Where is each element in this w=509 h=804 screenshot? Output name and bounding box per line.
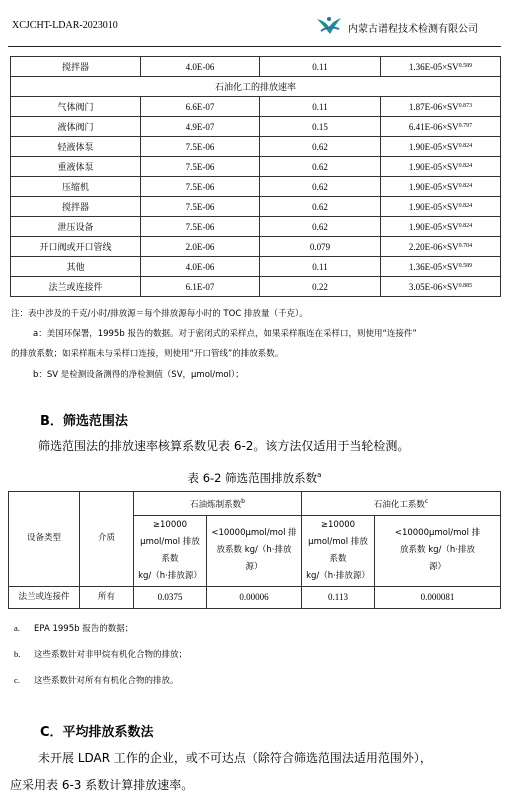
correlation-formula: $6.41E-06\times SV^{0.797}$ [381, 117, 501, 137]
company-logo [315, 15, 343, 37]
factor-low: 7.5E-06 [141, 217, 260, 237]
footnote-b: b. 这些系数针对非甲烷有机化合物的排放； [14, 649, 188, 660]
factor-high: 0.11 [260, 97, 381, 117]
factor-high: 0.11 [260, 57, 381, 77]
section-b-paragraph: 筛选范围法的排放速率核算系数见表 6-2。该方法仅适用于当轮检测。 [38, 439, 410, 453]
col-lt-petrochemical: <10000μmol/mol 排 放系数 kg/（h·排放 源） [375, 515, 501, 586]
section-b-heading: B．筛选范围法 [40, 414, 128, 429]
factor-high: 0.15 [260, 117, 381, 137]
table-row [11, 97, 501, 117]
table-row [11, 57, 501, 77]
cell-medium: 所有 [80, 586, 134, 608]
equipment-name: 搅拌器 [11, 57, 141, 77]
equipment-name: 气体阀门 [11, 97, 141, 117]
correlation-formula: $1.36E-05\times SV^{0.589}$ [381, 257, 501, 277]
note-a: a：美国环保署，1995b 报告的数据。对于密闭式的采样点，如果采样瓶连在采样口，则使用“连接件” [33, 329, 417, 339]
factor-high: 0.22 [260, 277, 381, 297]
factor-low: 7.5E-06 [141, 197, 260, 217]
factor-low: 6.1E-07 [141, 277, 260, 297]
correlation-formula: $3.05E-06\times SV^{0.885}$ [381, 277, 501, 297]
factor-low: 2.0E-06 [141, 237, 260, 257]
factor-low: 7.5E-06 [141, 157, 260, 177]
table-row [11, 157, 501, 177]
correlation-formula: $1.90E-05\times SV^{0.824}$ [381, 197, 501, 217]
factor-low: 7.5E-06 [141, 177, 260, 197]
section-row [11, 77, 501, 97]
factor-high: 0.079 [260, 237, 381, 257]
factor-high: 0.62 [260, 177, 381, 197]
table-row [11, 197, 501, 217]
equipment-name: 其他 [11, 257, 141, 277]
table-row [9, 586, 501, 608]
equipment-name: 压缩机 [11, 177, 141, 197]
cell-petrochem-ge: 0.113 [302, 586, 375, 608]
correlation-formula: $1.90E-05\times SV^{0.824}$ [381, 177, 501, 197]
correlation-formula: $2.20E-06\times SV^{0.704}$ [381, 237, 501, 257]
doc-code: XCJCHT-LDAR-2023010 [12, 20, 118, 31]
section-title: 石油化工的排放速率 [11, 77, 501, 97]
factor-low: 4.0E-06 [141, 257, 260, 277]
screening-factor-table [8, 491, 501, 609]
correlation-formula: $1.90E-05\times SV^{0.824}$ [381, 157, 501, 177]
cell-refining-lt: 0.00006 [207, 586, 302, 608]
table-row [11, 177, 501, 197]
correlation-formula: $1.90E-05\times SV^{0.824}$ [381, 137, 501, 157]
col-ge-petrochemical: ≥10000 μmol/mol 排放 系数 kg/（h·排放源） [302, 515, 375, 586]
emission-rate-table [10, 56, 501, 297]
correlation-formula: $1.87E-06\times SV^{0.873}$ [381, 97, 501, 117]
table-caption: 表 6-2 筛选范围排放系数$^a$ [187, 471, 322, 485]
factor-high: 0.62 [260, 137, 381, 157]
group-refining: 石油炼制系数$^b$ [134, 492, 302, 516]
table-row [11, 137, 501, 157]
cell-petrochem-lt: 0.000081 [375, 586, 501, 608]
section-c-heading: C．平均排放系数法 [40, 725, 154, 740]
table-row [11, 237, 501, 257]
factor-low: 6.6E-07 [141, 97, 260, 117]
cell-refining-ge: 0.0375 [134, 586, 207, 608]
col-medium: 介质 [80, 492, 134, 587]
note-b: b：SV 是检测设备测得的净检测值（SV，μmol/mol）； [33, 370, 244, 380]
table-row [11, 117, 501, 137]
table-row [11, 257, 501, 277]
cell-type: 法兰或连接件 [9, 586, 80, 608]
col-ge-refining: ≥10000 μmol/mol 排放 系数 kg/（h·排放源） [134, 515, 207, 586]
section-c-paragraph: 未开展 LDAR 工作的企业，或不可达点（除符合筛选范围法适用范围外）， [38, 751, 432, 765]
table-note: 注：表中涉及的千克/小时/排放源＝每个排放源每小时的 TOC 排放量（千克）。 [11, 309, 308, 319]
correlation-formula: $1.36E-05\times SV^{0.589}$ [381, 57, 501, 77]
correlation-formula: $1.90E-05\times SV^{0.824}$ [381, 217, 501, 237]
col-equipment-type: 设备类型 [9, 492, 80, 587]
factor-low: 4.0E-06 [141, 57, 260, 77]
factor-high: 0.62 [260, 157, 381, 177]
factor-high: 0.11 [260, 257, 381, 277]
factor-low: 4.9E-07 [141, 117, 260, 137]
equipment-name: 轻液体泵 [11, 137, 141, 157]
section-c-paragraph-cont: 应采用表 6-3 系数计算排放速率。 [10, 778, 194, 792]
equipment-name: 泄压设备 [11, 217, 141, 237]
equipment-name: 液体阀门 [11, 117, 141, 137]
equipment-name: 法兰或连接件 [11, 277, 141, 297]
note-a-cont: 的排放系数；如采样瓶未与采样口连接，则使用“开口管线”的排放系数。 [11, 349, 284, 359]
equipment-name: 开口阀或开口管线 [11, 237, 141, 257]
col-lt-refining: <10000μmol/mol 排 放系数 kg/（h·排放 源） [207, 515, 302, 586]
table-row [11, 277, 501, 297]
factor-high: 0.62 [260, 197, 381, 217]
equipment-name: 重液体泵 [11, 157, 141, 177]
equipment-name: 搅拌器 [11, 197, 141, 217]
group-petrochemical: 石油化工系数$^c$ [302, 492, 501, 516]
factor-low: 7.5E-06 [141, 137, 260, 157]
table-row [11, 217, 501, 237]
page-header [8, 0, 501, 47]
footnote-a: a. EPA 1995b 报告的数据； [14, 623, 134, 634]
company-name: 内蒙古谱程技术检测有限公司 [348, 24, 478, 35]
factor-high: 0.62 [260, 217, 381, 237]
footnote-c: c. 这些系数针对所有有机化合物的排放。 [14, 675, 179, 686]
